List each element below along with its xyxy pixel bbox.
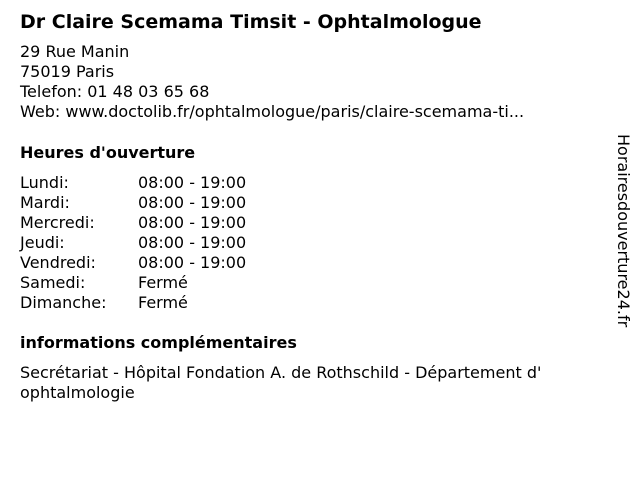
phone-number[interactable]: Telefon: 01 48 03 65 68: [20, 82, 210, 101]
time-value: 08:00 - 19:00: [138, 173, 247, 192]
day-label: Vendredi:: [20, 253, 96, 272]
hours-row-monday: [20, 173, 605, 193]
hours-row-sunday: [20, 293, 605, 313]
day-label: Mercredi:: [20, 213, 95, 232]
hours-row-wednesday: [20, 213, 605, 233]
day-label: Dimanche:: [20, 293, 107, 312]
time-value: Fermé: [138, 293, 188, 312]
time-value: 08:00 - 19:00: [138, 233, 247, 252]
day-label: Lundi:: [20, 173, 69, 192]
website-link[interactable]: Web: www.doctolib.fr/ophtalmologue/paris/claire-scemama-ti...: [20, 102, 525, 121]
hours-row-tuesday: [20, 193, 605, 213]
address-block: [20, 42, 605, 122]
additional-info-text: Secrétariat - Hôpital Fondation A. de Rothschild - Département d' ophtalmologie: [20, 363, 542, 402]
opening-hours-heading: Heures d'ouverture: [20, 143, 196, 162]
day-label: Jeudi:: [20, 233, 65, 252]
opening-hours-table: [20, 173, 605, 313]
hours-row-friday: [20, 253, 605, 273]
hours-row-saturday: [20, 273, 605, 293]
time-value: 08:00 - 19:00: [138, 253, 247, 272]
address-city: 75019 Paris: [20, 62, 115, 81]
time-value: 08:00 - 19:00: [138, 213, 247, 232]
time-value: 08:00 - 19:00: [138, 193, 247, 212]
address-street: 29 Rue Manin: [20, 42, 130, 61]
hours-row-thursday: [20, 233, 605, 253]
day-label: Samedi:: [20, 273, 86, 292]
page-title: Dr Claire Scemama Timsit - Ophtalmologue: [20, 11, 482, 33]
business-card: [20, 10, 605, 403]
additional-info-heading: informations complémentaires: [20, 333, 297, 352]
site-watermark: Horairesdouverture24.fr: [614, 134, 633, 328]
time-value: Fermé: [138, 273, 188, 292]
day-label: Mardi:: [20, 193, 70, 212]
